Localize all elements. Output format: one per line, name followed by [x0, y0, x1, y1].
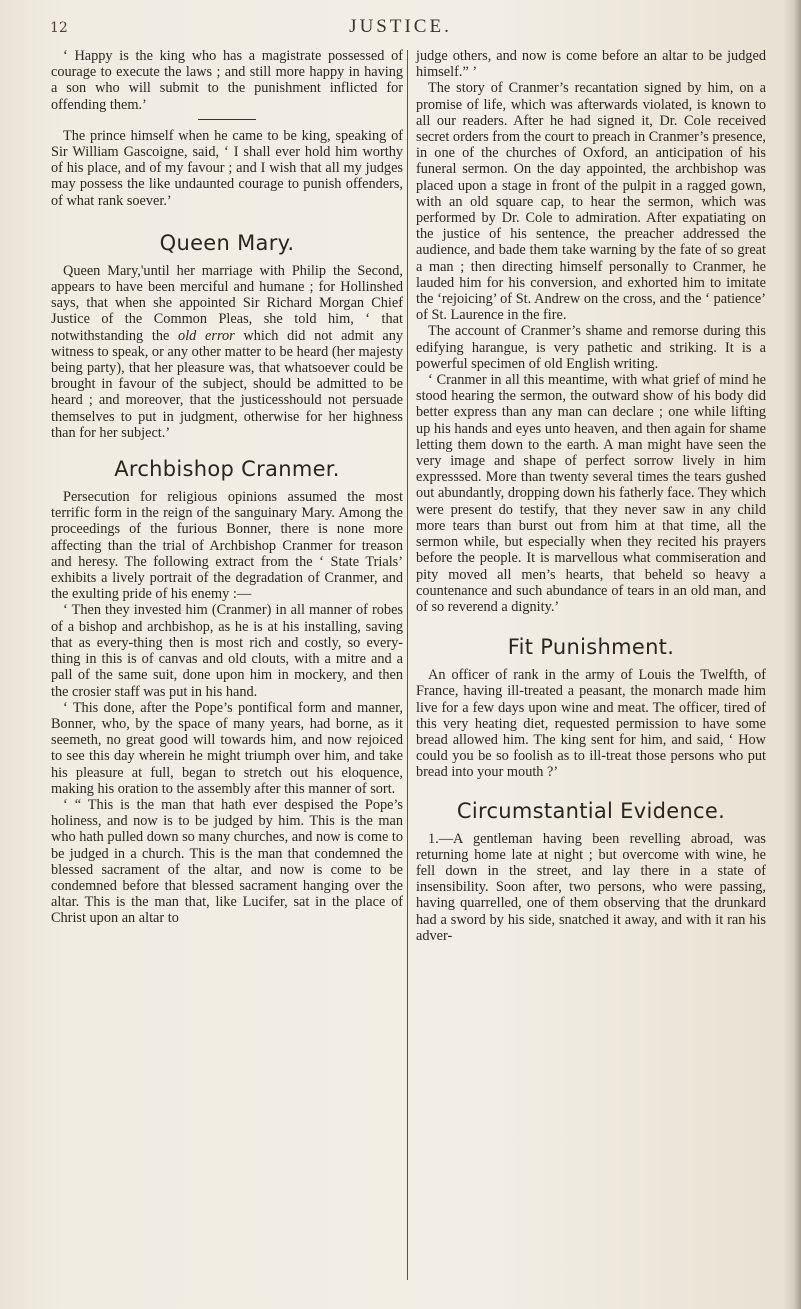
section-heading-queen-mary: Queen Mary.	[159, 230, 295, 255]
paragraph: Persecution for religious opinions assumed the most terrific form in the reign of the sanguinary Mary. Among the proceedings of the furious Bonner, there is none more affecting than the trial of Archbishop Cranmer for treason and heresy. The following extract from the ‘ State Trials’ exhibits a lively portrait of the degradation of Cranmer, and the exulting pride of his enemy :—	[51, 489, 403, 603]
paragraph: ‘ Then they invested him (Cranmer) in all manner of robes of a bishop and archbishop, as he is at his installing, saving that as every-thing then is most rich and costly, so every-thing in this is of canvas and old clouts, with a mitre and a pall of the same suit, done upon him in mockery, and then the crosier staff was put in his hand.	[51, 602, 403, 700]
section-heading-fit-punishment: Fit Punishment.	[507, 635, 675, 660]
paragraph: The prince himself when he came to be king, speaking of Sir William Gascoigne, said, ‘ I shall ever hold him worthy of his place, and of my favour ; and I wish that all my judges may possess the like undaunted courage to punish offenders, of what rank soever.’	[51, 127, 403, 209]
column-divider	[407, 50, 408, 1280]
paragraph: judge others, and now is come before an altar to be judged himself.” ’	[416, 48, 766, 81]
page-number: 12	[50, 20, 68, 36]
paragraph: 1.—A gentleman having been revelling abroad, was returning home late at night ; but overcome with wine, he fell down in the street, and lay there in a state of insensibility. Soon after, two persons, who were passing, having quarrelled, one of them observing that the drunkard had a sword by his side, snatched it away, and with it ran his adver-	[416, 830, 766, 944]
paragraph: Queen Mary,'until her marriage with Philip the Second, appears to have been merciful and humane ; for Hollinshed says, that when she appointed Sir Richard Morgan Chief Justice of the Common Pleas, she told him, ‘ that notwithstanding the old error which did not admit any witness to speak, or any other matter to be heard (her majesty being party), that her pleasure was, that whatsoever could be brought in favour of the subject, should be admitted to be heard ; and moreover, that the justicesshould not persuade themselves to put in judgment, otherwise for her highness than for her subject.’	[51, 262, 403, 441]
page-edge-shadow	[783, 0, 801, 1309]
page-header	[0, 14, 801, 48]
left-column	[51, 48, 403, 927]
paragraph: ‘ This done, after the Pope’s pontifical form and manner, Bonner, who, by the space of many years, had borne, as it seemeth, no great good will towards him, and now rejoiced to see this day wherein he might triumph over him, and take his pleasure at full, began to stretch out his eloquence, making his oration to the assembly after this manner of sort.	[51, 699, 403, 797]
right-column	[416, 48, 766, 944]
paragraph: The story of Cranmer’s recantation signed by him, on a promise of life, which was afterwards violated, is known to all our readers. After he had signed it, Dr. Cole received secret orders from the court to preach in Cranmer’s presence, in one of the churches of Oxford, an anticipation of his funeral sermon. On the day appointed, the archbishop was placed upon a stage in front of the pulpit in a ragged gown, with an old square cap, to hear the sermon, which was performed by Dr. Cole to admiration. After expatiating on the justice of his sentence, the preacher addressed the audience, and bade them take warning by the fate of so great a man ; then directing himself personally to Cranmer, he lauded him for his conversion, and exhorted him to imitate the ‘rejoicing’ of St. Andrew on the cross, and the ‘ patience’ of St. Laurence in the fire.	[416, 80, 766, 324]
section-divider	[198, 119, 256, 120]
paragraph: ‘ Happy is the king who has a magistrate possessed of courage to execute the laws ; and still more happy in having a son who will submit to the punishment inflicted for offending them.’	[51, 48, 403, 113]
paragraph: An officer of rank in the army of Louis the Twelfth, of France, having ill-treated a peasant, the monarch made him live for a few days upon wine and meat. The officer, tired of this very heating diet, requested permission to have some bread allowed him. The king sent for him, and said, ‘ How could you be so foolish as to ill-treat those persons who put bread into your mouth ?’	[416, 667, 766, 781]
running-head: JUSTICE.	[349, 16, 452, 37]
paragraph: ‘ Cranmer in all this meantime, with what grief of mind he stood hearing the sermon, the outward show of his body did better express than any man can declare ; one while lifting up his hands and eyes unto heaven, and then again for shame letting them down to the earth. A man might have seen the very image and shape of perfect sorrow lively in him expresssed. More than twenty several times the tears gushed out abundantly, dropping down his fatherly face. They which were present do testify, that they never saw in any child more tears than burst out from him at that time, all the sermon while, but especially when they recited his prayers before the people. It is marvellous what commiseration and pity moved all men’s hearts, that beheld so heavy a countenance and such abundance of tears in an old man, and of so reverend a dignity.’	[416, 372, 766, 615]
italic-phrase: old error	[178, 327, 235, 344]
paragraph: ‘ “ This is the man that hath ever despised the Pope’s holiness, and now is to be judged by him. This is the man who hath pulled down so many churches, and now is come to be judged in a church. This is the man that condemned the blessed sacrament of the altar, and now is come to be condemned before that blessed sacrament hanging over the altar. This is the man that, like Lucifer, sat in the place of Christ upon an altar to	[51, 796, 403, 927]
section-heading-circumstantial-evidence: Circumstantial Evidence.	[456, 798, 726, 823]
section-heading-archbishop-cranmer: Archbishop Cranmer.	[114, 457, 340, 482]
paragraph: The account of Cranmer’s shame and remorse during this edifying harangue, is very pathetic and striking. It is a powerful specimen of old English writing.	[416, 323, 766, 372]
